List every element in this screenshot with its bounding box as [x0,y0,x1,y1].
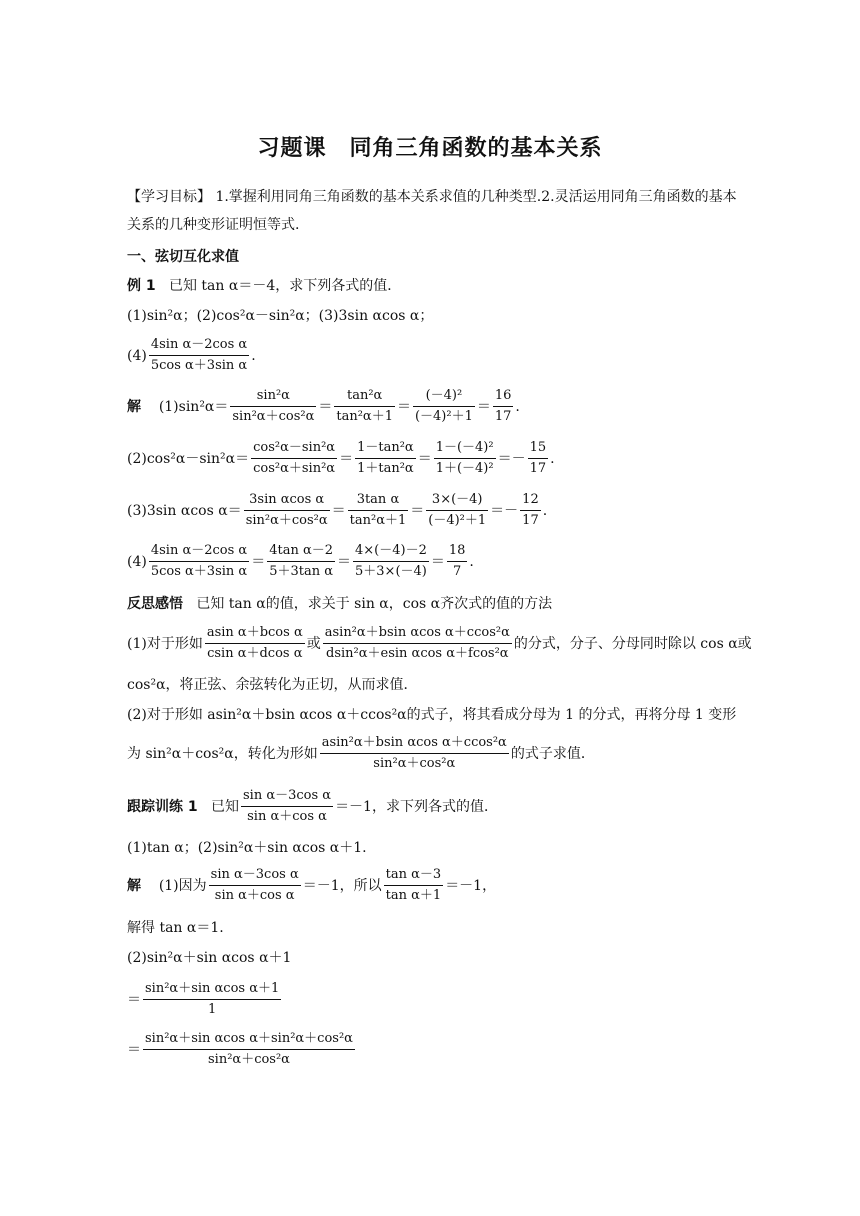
fraction [241,787,333,826]
fraction [149,542,249,581]
reflection-heading: 反思感悟 已知 tan α的值，求关于 sin α，cos α齐次式的值的方法 [127,596,553,612]
denominator: 1 [208,1002,217,1017]
numerator: asin²α＋bsin αcos α＋ccos²α [323,624,512,644]
numerator: sin²α [230,387,316,407]
practice-label: 跟踪训练 1 [127,798,198,815]
numerator: 4×(－4)－2 [353,542,429,562]
math-text: ＝－ [497,450,526,467]
denominator: 5cos α＋3sin α [150,358,248,373]
math-text: ＝－1，求下列各式的值． [335,798,498,815]
denominator: (－4)²＋1 [428,513,487,528]
math-text: 的分式，分子、分母同时除以 cos α或 [513,635,752,652]
solution2-line-4 [127,980,283,1019]
denominator: 17 [494,409,512,424]
reflection-label: 反思感悟 [127,596,183,612]
denominator: 5＋3tan α [269,564,334,579]
fraction [447,542,468,581]
math-text: (1)对于形如 [127,635,203,652]
solution2-line-3: (2)sin²α＋sin αcos α＋1 [127,950,292,966]
math-text: ＝ [337,553,352,570]
solution-label: 解 [127,398,141,415]
fraction [493,387,514,426]
numerator: tan²α [334,387,395,407]
fraction [205,624,305,663]
math-text: . [469,553,474,570]
math-text: (4) [127,553,147,570]
section-heading-1: 一、弦切互化求值 [127,249,239,265]
practice-1-parts: (1)tan α；(2)sin²α＋sin αcos α＋1. [127,840,367,856]
fraction [355,439,416,478]
denominator: 1＋tan²α [357,461,414,476]
math-text: . [550,450,555,467]
fraction [320,734,509,773]
numerator: asin²α＋bsin αcos α＋ccos²α [320,734,509,754]
numerator: sin α－3cos α [241,787,333,807]
denominator: sin²α＋cos²α [232,409,315,424]
denominator: tan²α＋1 [336,409,393,424]
fraction [143,1030,355,1069]
numerator: 4tan α－2 [267,542,335,562]
numerator: tan α－3 [384,866,444,886]
denominator: sin²α＋cos²α [245,513,328,528]
denominator: sin α＋cos α [247,809,327,824]
denominator: 17 [522,513,539,528]
practice-1 [127,787,498,826]
learning-objective [127,183,737,239]
numerator: 16 [493,387,514,407]
fraction [230,387,316,426]
solution-line-4 [127,542,474,581]
math-text: ＝－1，所以 [302,877,382,894]
denominator: 17 [529,461,547,476]
math-text: (3)3sin αcos α＝ [127,502,242,519]
fraction [348,491,409,530]
fraction [434,439,496,478]
example-1-part4 [127,336,256,375]
math-text: ＝ [339,450,354,467]
math-text: . [542,502,548,519]
numerator: 1－(－4)² [434,439,496,459]
fraction [353,542,429,581]
numerator: 4sin α－2cos α [149,542,249,562]
fraction [413,387,475,426]
fraction [384,866,444,905]
denominator: 1＋(－4)² [435,461,494,476]
fraction [520,491,541,530]
fraction [143,980,281,1019]
math-text: ＝ [476,398,491,415]
denominator: dsin²α＋esin αcos α＋fcos²α [326,646,509,661]
numerator: 4sin α－2cos α [149,336,249,356]
denominator: tan α＋1 [385,888,442,903]
math-text: ＝ [331,502,346,519]
reflection-point-1-cont: cos²α，将正弦、余弦转化为正切，从而求值． [127,677,418,693]
fraction [149,336,249,375]
math-text: (4) [127,347,147,364]
denominator: (－4)²＋1 [414,409,473,424]
math-text: 为 sin²α＋cos²α，转化为形如 [127,745,318,762]
solution2-line-5 [127,1030,357,1069]
math-text: ＝ [318,398,333,415]
math-text: (1)因为 [158,877,207,894]
page-title: 习题课 同角三角函数的基本关系 [257,136,603,161]
solution-line-3 [127,491,547,530]
objective-label: 【学习目标】 [127,189,211,205]
math-text: ＝ [417,450,432,467]
math-text: ＝ [410,502,425,519]
numerator: sin α－3cos α [209,866,301,886]
math-text: ＝ [251,553,266,570]
numerator: sin²α＋sin αcos α＋sin²α＋cos²α [143,1030,355,1050]
reflection-point-2: (2)对于形如 asin²α＋bsin αcos α＋ccos²α的式子，将其看成分母为 1 的分式，再将分母 1 变形 [127,707,737,723]
numerator: asin α＋bcos α [205,624,305,644]
numerator: sin²α＋sin αcos α＋1 [143,980,281,1000]
objective-text: 1.掌握利用同角三角函数的基本关系求值的几种类型.2.灵活运用同角三角函数的基本关系的几种变形证明恒等式. [127,189,737,233]
denominator: tan²α＋1 [349,513,407,528]
fraction [426,491,488,530]
math-text: ＝ [430,553,445,570]
math-text: 的式子求值． [510,745,595,762]
math-text: ＝ [396,398,411,415]
fraction [244,491,330,530]
numerator: 1－tan²α [355,439,416,459]
numerator: 3×(－4) [426,491,488,511]
reflection-point-2-cont [127,734,595,773]
denominator: 7 [453,564,462,579]
solution2-label: 解 [127,877,141,894]
solution2-line-1 [127,866,496,905]
numerator: 3tan α [348,491,409,511]
denominator: sin²α＋cos²α [373,756,456,771]
math-text: (1)sin²α＝ [158,398,229,415]
fraction [251,439,337,478]
denominator: 5cos α＋3sin α [150,564,248,579]
denominator: csin α＋dcos α [207,646,303,661]
denominator: sin²α＋cos²α [208,1052,290,1067]
example-stem: 已知 tan α＝－4，求下列各式的值． [168,278,402,294]
math-text: ＝－ [490,502,519,519]
fraction [267,542,335,581]
math-text: ＝ [127,1041,141,1058]
numerator: cos²α－sin²α [251,439,337,459]
example-1-stem [127,276,401,296]
solution-line-1 [127,387,520,426]
numerator: 12 [520,491,541,511]
math-text: ＝－1， [445,877,497,894]
math-text: . [515,398,520,415]
math-text: (2)cos²α－sin²α＝ [127,450,250,467]
math-text: 已知 [210,798,239,815]
example-label: 例 1 [127,278,156,294]
denominator: sin α＋cos α [214,888,295,903]
fraction [323,624,512,663]
solution-line-2 [127,439,555,478]
math-text: ＝ [127,991,141,1008]
fraction [209,866,301,905]
denominator: cos²α＋sin²α [253,461,336,476]
math-text: . [251,347,256,364]
numerator: 18 [447,542,468,562]
numerator: (－4)² [413,387,475,407]
solution2-line-2: 解得 tan α＝1. [127,920,224,936]
math-text: 或 [306,635,321,652]
example-1-parts: (1)sin²α；(2)cos²α－sin²α；(3)3sin αcos α； [127,308,434,324]
reflection-point-1 [127,624,752,663]
fraction [334,387,395,426]
denominator: 5＋3×(－4) [355,564,427,579]
fraction [528,439,549,478]
numerator: 3sin αcos α [244,491,330,511]
numerator: 15 [528,439,549,459]
